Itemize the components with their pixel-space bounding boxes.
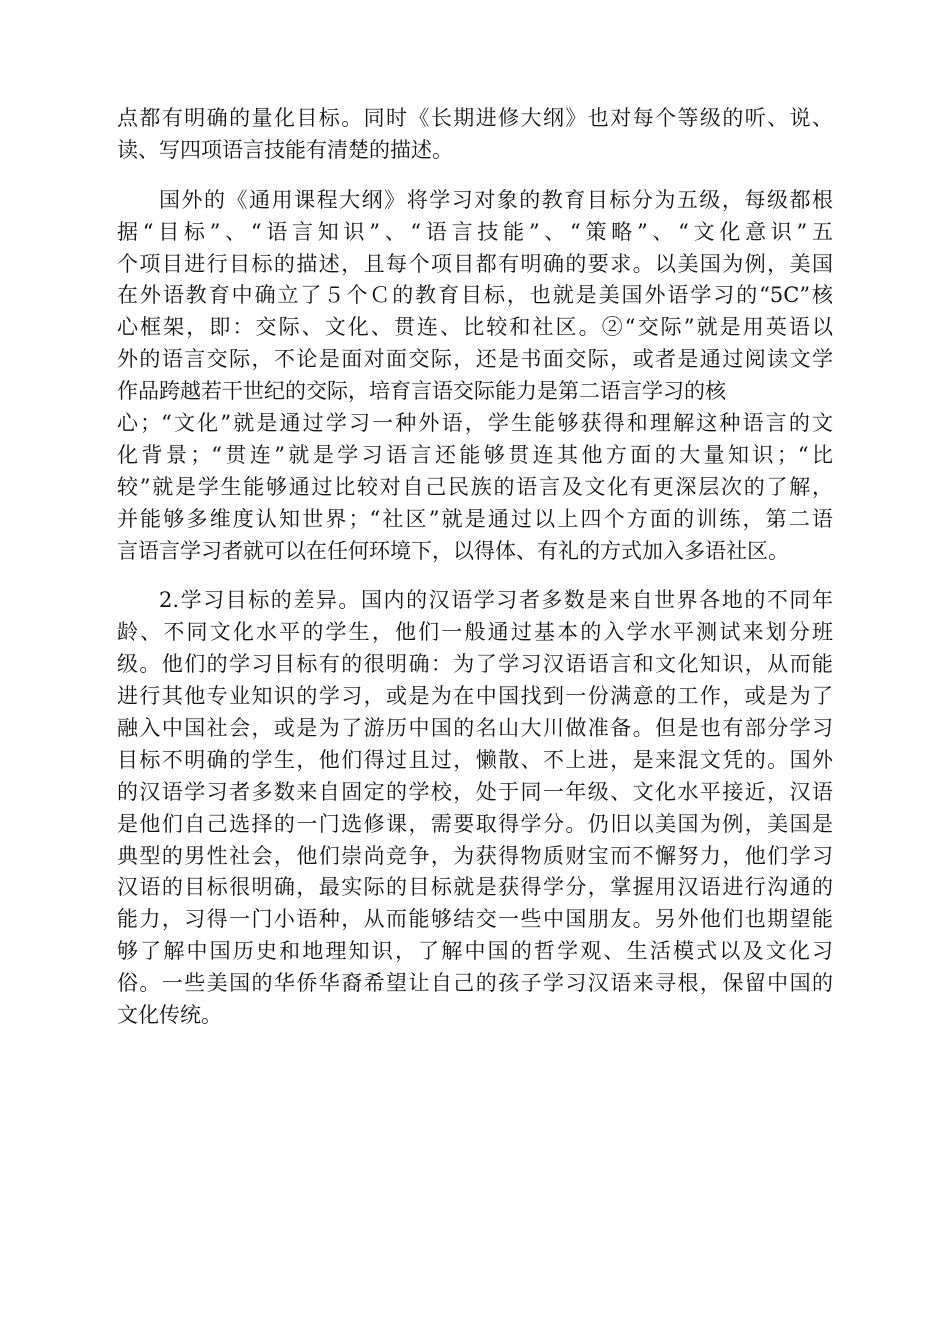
text-line: 汉语的目标很明确，最实际的目标就是获得学分，掌握用汉语进行沟通的 bbox=[117, 875, 833, 900]
text-line: 点都有明确的量化目标。同时《长期进修大纲》也对每个等级的听、说、 bbox=[117, 106, 833, 130]
document-body bbox=[117, 103, 833, 1032]
paragraph-1 bbox=[117, 103, 833, 167]
text-line: 化背景；“贯连”就是学习语言还能够贯连其他方面的大量知识；“比 bbox=[117, 442, 833, 467]
text-line: 目标不明确的学生，他们得过且过，懒散、不上进，是来混文凭的。国外 bbox=[117, 747, 833, 772]
text-line: 言语言学习者就可以在任何环境下，以得体、有礼的方式加入多语社区。 bbox=[117, 538, 789, 563]
text-line: 典型的男性社会，他们崇尚竞争，为获得物质财宝而不懈努力，他们学习 bbox=[117, 843, 833, 868]
paragraph-2 bbox=[117, 185, 833, 568]
paragraph-3 bbox=[117, 585, 833, 1031]
text-line: 较”就是学生能够通过比较对自己民族的语言及文化有更深层次的了解， bbox=[117, 474, 833, 499]
text-line: 外的语言交际，不论是面对面交际，还是书面交际，或者是通过阅读文学 bbox=[117, 347, 833, 372]
text-line: 能力，习得一门小语种，从而能够结交一些中国朋友。另外他们也期望能 bbox=[117, 907, 833, 932]
text-line: 的汉语学习者多数来自固定的学校，处于同一年级、文化水平接近，汉语 bbox=[117, 779, 833, 804]
text-line: 个项目进行目标的描述，且每个项目都有明确的要求。以美国为例，美国 bbox=[117, 251, 833, 276]
text-line: 心框架，即：交际、文化、贯连、比较和社区。②“交际”就是用英语以 bbox=[117, 315, 833, 340]
text-line: 2.学习目标的差异。国内的汉语学习者多数是来自世界各地的不同年 bbox=[159, 588, 833, 613]
text-line: 俗。一些美国的华侨华裔希望让自己的孩子学习汉语来寻根，保留中国的 bbox=[117, 971, 833, 996]
text-line: 心；“文化”就是通过学习一种外语，学生能够获得和理解这种语言的文 bbox=[117, 411, 833, 436]
text-line: 是他们自己选择的一门选修课，需要取得学分。仍旧以美国为例，美国是 bbox=[117, 811, 833, 836]
text-line: 文化传统。 bbox=[117, 1003, 222, 1028]
text-line: 龄、不同文化水平的学生，他们一般通过基本的入学水平测试来划分班 bbox=[117, 620, 833, 645]
text-line: 在外语教育中确立了５个Ｃ的教育目标，也就是美国外语学习的“5C”核 bbox=[117, 283, 833, 308]
text-line: 融入中国社会，或是为了游历中国的名山大川做准备。但是也有部分学习 bbox=[117, 716, 833, 741]
text-line: 作品跨越若干世纪的交际，培育言语交际能力是第二语言学习的核 bbox=[117, 379, 726, 404]
text-line: 进行其他专业知识的学习，或是为在中国找到一份满意的工作，或是为了 bbox=[117, 684, 833, 709]
text-line: 并能够多维度认知世界；“社区”就是通过以上四个方面的训练，第二语 bbox=[117, 506, 833, 531]
text-line: 够了解中国历史和地理知识，了解中国的哲学观、生活模式以及文化习 bbox=[117, 939, 833, 964]
text-line: 据“目标”、“语言知识”、“语言技能”、“策略”、“文化意识”五 bbox=[117, 219, 833, 244]
text-line: 读、写四项语言技能有清楚的描述。 bbox=[117, 137, 453, 162]
text-line: 级。他们的学习目标有的很明确：为了学习汉语语言和文化知识，从而能 bbox=[117, 652, 833, 677]
text-line: 国外的《通用课程大纲》将学习对象的教育目标分为五级，每级都根 bbox=[159, 187, 833, 212]
